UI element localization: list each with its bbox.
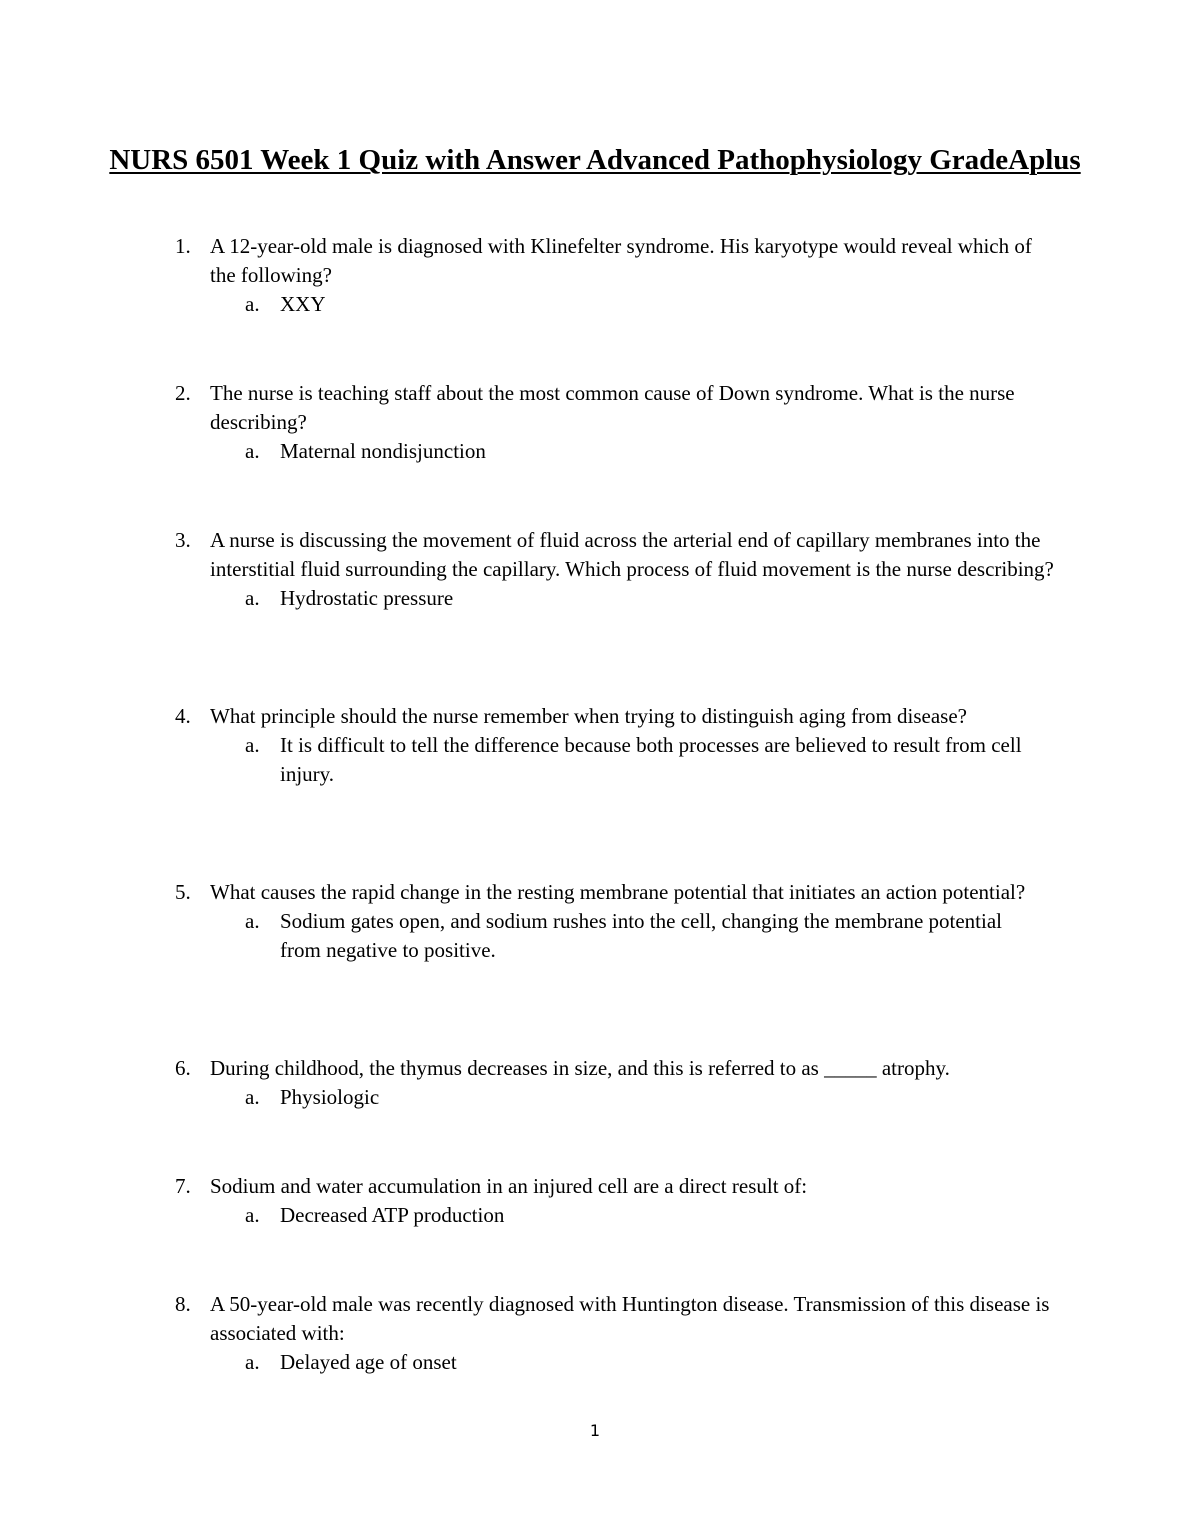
answer-letter: a. bbox=[245, 1350, 260, 1374]
question-item bbox=[0, 379, 1190, 466]
answer-text: Delayed age of onset bbox=[280, 1350, 457, 1374]
question-number: 2. bbox=[175, 381, 191, 405]
question-text: During childhood, the thymus decreases in size, and this is referred to as _____ atrophy. bbox=[210, 1056, 950, 1080]
answer-text: Maternal nondisjunction bbox=[280, 439, 486, 463]
question-number: 7. bbox=[175, 1174, 191, 1198]
answer-text: Physiologic bbox=[280, 1085, 380, 1109]
answer-letter: a. bbox=[245, 909, 260, 933]
answer-text: Decreased ATP production bbox=[280, 1203, 505, 1227]
question-number: 5. bbox=[175, 880, 191, 904]
question-text: A 12-year-old male is diagnosed with Klinefelter syndrome. His karyotype would reveal which of the following? bbox=[210, 234, 1032, 287]
question-number: 6. bbox=[175, 1056, 191, 1080]
answer-letter: a. bbox=[245, 439, 260, 463]
answer-letter: a. bbox=[245, 292, 260, 316]
question-item bbox=[0, 1290, 1190, 1377]
answer-letter: a. bbox=[245, 586, 260, 610]
answer-letter: a. bbox=[245, 733, 260, 757]
answer-item bbox=[245, 437, 1040, 466]
page-number: 1 bbox=[589, 1421, 601, 1440]
answer-item bbox=[245, 290, 1040, 319]
page-title: NURS 6501 Week 1 Quiz with Answer Advanced Pathophysiology GradeAplus bbox=[109, 144, 1081, 176]
question-item bbox=[0, 702, 1190, 789]
question-text: Sodium and water accumulation in an injured cell are a direct result of: bbox=[210, 1174, 808, 1198]
answer-text: It is difficult to tell the difference because both processes are believed to result from cell injury. bbox=[280, 733, 1022, 786]
question-text: A 50-year-old male was recently diagnosed with Huntington disease. Transmission of this disease is associated with: bbox=[210, 1292, 1050, 1345]
answer-item bbox=[245, 584, 1040, 613]
question-text: The nurse is teaching staff about the most common cause of Down syndrome. What is the nurse describing? bbox=[210, 381, 1015, 434]
answer-item bbox=[245, 1348, 1040, 1377]
question-number: 3. bbox=[175, 528, 191, 552]
answer-text: Sodium gates open, and sodium rushes into the cell, changing the membrane potential from negative to positive. bbox=[280, 909, 1003, 962]
question-text: A nurse is discussing the movement of fluid across the arterial end of capillary membranes into the interstitial fluid surrounding the capillary. Which process of fluid movement is the nurse describing? bbox=[210, 528, 1054, 581]
answer-text: Hydrostatic pressure bbox=[280, 586, 454, 610]
answer-item bbox=[245, 731, 1040, 789]
answer-text: XXY bbox=[280, 292, 326, 316]
question-item bbox=[0, 1172, 1190, 1230]
question-item bbox=[0, 1054, 1190, 1112]
answer-item bbox=[245, 907, 1040, 965]
answer-letter: a. bbox=[245, 1203, 260, 1227]
question-number: 4. bbox=[175, 704, 191, 728]
answer-item bbox=[245, 1201, 1040, 1230]
question-text: What causes the rapid change in the resting membrane potential that initiates an action potential? bbox=[210, 880, 1026, 904]
question-number: 8. bbox=[175, 1292, 191, 1316]
question-item bbox=[0, 526, 1190, 613]
question-item bbox=[0, 232, 1190, 319]
answer-item bbox=[245, 1083, 1040, 1112]
question-item bbox=[0, 878, 1190, 965]
answer-letter: a. bbox=[245, 1085, 260, 1109]
question-text: What principle should the nurse remember when trying to distinguish aging from disease? bbox=[210, 704, 967, 728]
question-number: 1. bbox=[175, 234, 191, 258]
